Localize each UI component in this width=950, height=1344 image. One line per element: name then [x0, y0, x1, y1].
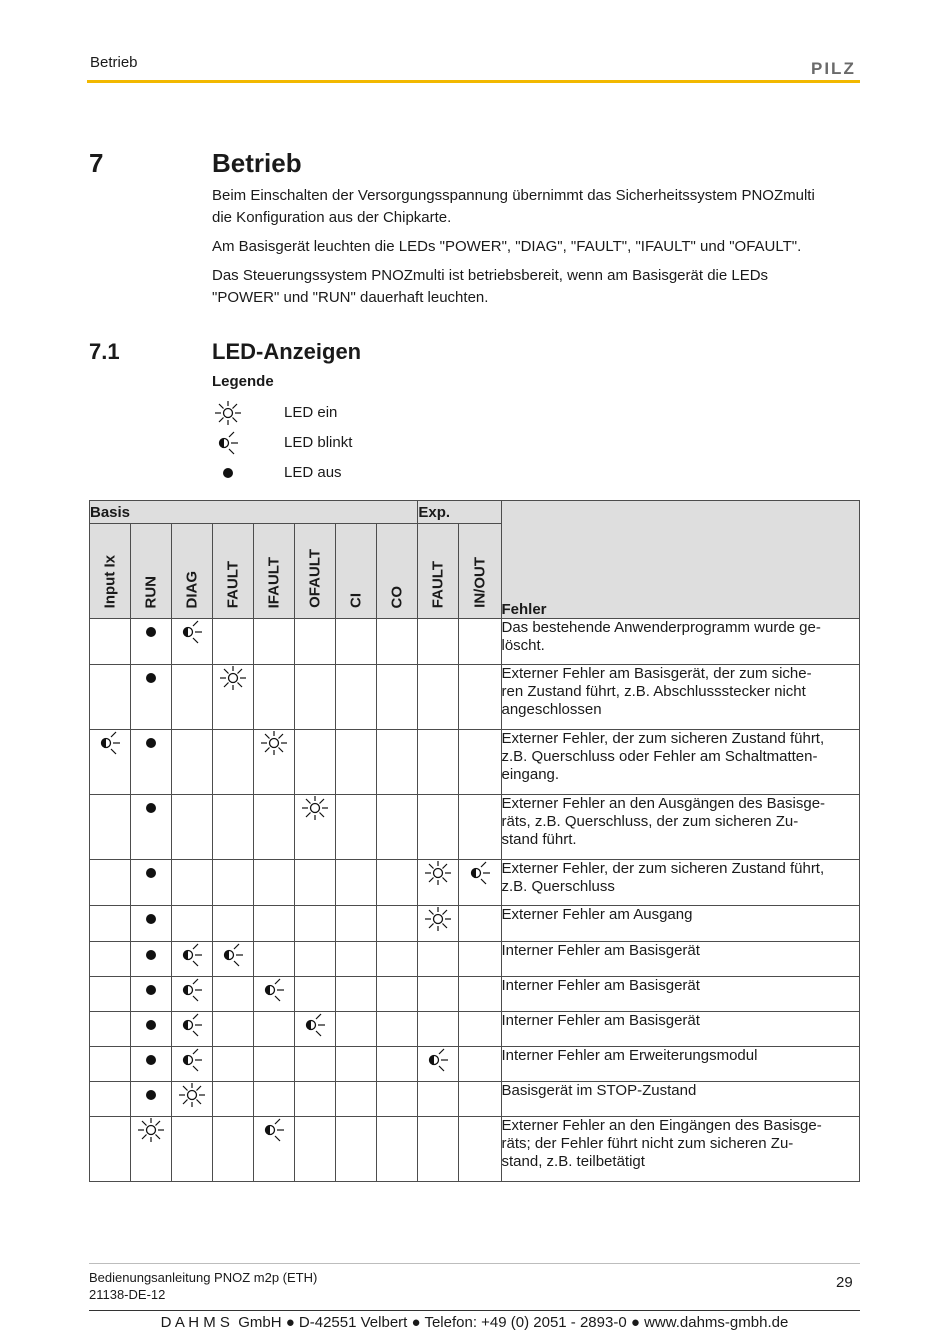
led-cell: [377, 906, 418, 942]
table-row: [90, 1012, 860, 1047]
legend-led-blink-label: LED blinkt: [284, 434, 353, 451]
col-header-exp-fault: [418, 524, 459, 619]
led-cell: [172, 942, 213, 977]
fehler-description: [501, 977, 860, 1012]
col-header-label: IFAULT: [265, 556, 283, 608]
led-cell: [254, 1012, 295, 1047]
led-cell: [418, 906, 459, 942]
pilz-logo: PILZ: [811, 59, 856, 78]
col-header-in-out: [459, 524, 501, 619]
led-cell: [213, 906, 254, 942]
led-cell: [377, 619, 418, 665]
led-off-icon: [135, 977, 167, 1003]
led-on-icon: [217, 665, 249, 691]
led-off-icon: [135, 942, 167, 968]
led-cell: [213, 1047, 254, 1082]
col-header-ifault: [254, 524, 295, 619]
led-cell: [418, 1047, 459, 1082]
legend-led-off-icon: [212, 460, 246, 488]
led-cell: [459, 942, 501, 977]
led-blink-icon: [464, 860, 496, 886]
fehler-description: [501, 795, 860, 860]
led-cell: [90, 977, 131, 1012]
description-line: Interner Fehler am Erweiterungsmodul: [501, 1047, 758, 1064]
col-header-label: FAULT: [429, 560, 447, 608]
led-cell: [131, 730, 172, 795]
led-cell: [254, 906, 295, 942]
led-cell: [90, 665, 131, 730]
table-row: [90, 860, 860, 906]
fehler-description: [501, 1047, 860, 1082]
paragraph-line: die Konfiguration aus der Chipkarte.: [212, 209, 452, 226]
description-line: räts; der Fehler führt nicht zum sicheren Zu-: [501, 1135, 794, 1152]
led-cell: [295, 619, 336, 665]
subsection-title: LED-Anzeigen: [212, 339, 362, 364]
led-cell: [336, 1012, 377, 1047]
led-blink-icon: [422, 1047, 454, 1073]
led-off-icon: [135, 665, 167, 691]
led-off-icon: [135, 1082, 167, 1108]
description-line: ren Zustand führt, z.B. Abschlussstecker nicht: [501, 683, 806, 700]
led-cell: [172, 795, 213, 860]
led-cell: [131, 977, 172, 1012]
description-line: räts, z.B. Querschluss, der zum sicheren Zu-: [501, 813, 799, 830]
table-row: [90, 730, 860, 795]
led-cell: [172, 860, 213, 906]
col-header-run: [131, 524, 172, 619]
table-row: [90, 942, 860, 977]
fehler-description: [501, 942, 860, 977]
header-rule: [87, 80, 860, 83]
fehler-description: [501, 619, 860, 665]
led-cell: [459, 1012, 501, 1047]
description-line: Externer Fehler, der zum sicheren Zustand führt,: [501, 860, 825, 877]
led-cell: [459, 906, 501, 942]
led-cell: [131, 1117, 172, 1182]
col-header-co: [377, 524, 418, 619]
led-cell: [90, 730, 131, 795]
table-row: [90, 619, 860, 665]
led-cell: [336, 619, 377, 665]
col-header-input-ix: [90, 524, 131, 619]
paragraph-line: Am Basisgerät leuchten die LEDs "POWER", "DIAG", "FAULT", "IFAULT" und "OFAULT".: [212, 238, 802, 255]
led-cell: [213, 730, 254, 795]
led-cell: [336, 1047, 377, 1082]
led-table-body: [90, 619, 860, 1182]
paragraph-line: Beim Einschalten der Versorgungsspannung übernimmt das Sicherheitssystem PNOZmulti: [212, 187, 815, 204]
led-cell: [459, 795, 501, 860]
led-cell: [295, 942, 336, 977]
led-cell: [172, 1047, 213, 1082]
led-cell: [377, 1012, 418, 1047]
led-on-icon: [135, 1117, 167, 1143]
led-on-icon: [299, 795, 331, 821]
legend-led-blink-icon: [212, 430, 246, 458]
led-cell: [377, 1047, 418, 1082]
led-cell: [377, 977, 418, 1012]
led-cell: [459, 730, 501, 795]
description-line: z.B. Querschluss: [501, 878, 615, 895]
led-cell: [254, 730, 295, 795]
led-blink-icon: [258, 977, 290, 1003]
led-cell: [418, 795, 459, 860]
description-line: Interner Fehler am Basisgerät: [501, 942, 700, 959]
led-cell: [418, 942, 459, 977]
led-cell: [295, 1047, 336, 1082]
col-header-ofault: [295, 524, 336, 619]
col-header-label: IN/OUT: [471, 557, 489, 608]
led-cell: [336, 860, 377, 906]
led-cell: [336, 730, 377, 795]
led-cell: [377, 860, 418, 906]
led-blink-icon: [94, 730, 126, 756]
led-cell: [213, 977, 254, 1012]
led-cell: [213, 1082, 254, 1117]
col-header-label: CI: [347, 593, 365, 608]
description-line: eingang.: [501, 766, 560, 783]
led-cell: [254, 1082, 295, 1117]
legend-title: Legende: [212, 373, 274, 390]
col-header-diag: [172, 524, 213, 619]
led-cell: [131, 906, 172, 942]
led-blink-icon: [299, 1012, 331, 1038]
led-cell: [418, 665, 459, 730]
led-cell: [295, 860, 336, 906]
led-cell: [459, 1047, 501, 1082]
led-cell: [172, 906, 213, 942]
led-cell: [418, 1117, 459, 1182]
col-header-label: OFAULT: [306, 549, 324, 608]
legend-led-on-label: LED ein: [284, 404, 338, 421]
led-cell: [295, 795, 336, 860]
led-cell: [172, 730, 213, 795]
section-number: 7: [89, 148, 104, 178]
led-blink-icon: [176, 619, 208, 645]
led-cell: [295, 1117, 336, 1182]
led-cell: [336, 665, 377, 730]
led-cell: [213, 665, 254, 730]
description-line: Externer Fehler am Ausgang: [501, 906, 693, 923]
col-header-ci: [336, 524, 377, 619]
led-cell: [459, 1117, 501, 1182]
col-header-fault: [213, 524, 254, 619]
led-cell: [418, 730, 459, 795]
section-title: Betrieb: [212, 148, 302, 178]
led-cell: [131, 619, 172, 665]
fehler-description: [501, 665, 860, 730]
col-header-label: DIAG: [183, 570, 201, 608]
led-cell: [213, 795, 254, 860]
fehler-description: [501, 860, 860, 906]
led-cell: [131, 1082, 172, 1117]
led-cell: [336, 1082, 377, 1117]
led-cell: [418, 1082, 459, 1117]
fehler-description: [501, 1012, 860, 1047]
led-blink-icon: [176, 977, 208, 1003]
led-on-icon: [422, 860, 454, 886]
description-line: Interner Fehler am Basisgerät: [501, 1012, 700, 1029]
description-line: Das bestehende Anwenderprogramm wurde ge-: [501, 619, 821, 636]
led-cell: [131, 795, 172, 860]
led-cell: [90, 942, 131, 977]
description-line: Externer Fehler an den Eingängen des Basisge-: [501, 1117, 822, 1134]
legend-led-on-icon: [212, 400, 246, 428]
led-cell: [295, 730, 336, 795]
led-cell: [254, 977, 295, 1012]
description-line: stand führt.: [501, 831, 577, 848]
led-cell: [295, 1012, 336, 1047]
led-cell: [213, 860, 254, 906]
description-line: z.B. Querschluss oder Fehler am Schaltmatten-: [501, 748, 818, 765]
led-off-icon: [135, 619, 167, 645]
description-line: Externer Fehler, der zum sicheren Zustand führt,: [501, 730, 825, 747]
fehler-description: [501, 1082, 860, 1117]
paragraph-2: [212, 236, 862, 258]
led-cell: [90, 1082, 131, 1117]
led-cell: [90, 619, 131, 665]
fehler-description: [501, 730, 860, 795]
led-cell: [377, 730, 418, 795]
group-basis-header: Basis: [90, 501, 418, 524]
description-line: stand, z.B. teilbetätigt: [501, 1153, 645, 1170]
paragraph-3: [212, 265, 862, 309]
led-cell: [377, 942, 418, 977]
fehler-header: Fehler: [501, 501, 860, 619]
led-cell: [377, 795, 418, 860]
led-blink-icon: [176, 1047, 208, 1073]
led-cell: [377, 1117, 418, 1182]
led-cell: [254, 619, 295, 665]
led-cell: [131, 1012, 172, 1047]
led-cell: [295, 906, 336, 942]
led-cell: [90, 906, 131, 942]
table-row: [90, 906, 860, 942]
led-table: [89, 500, 860, 1182]
led-blink-icon: [217, 942, 249, 968]
table-row: [90, 1047, 860, 1082]
led-cell: [295, 665, 336, 730]
description-line: Interner Fehler am Basisgerät: [501, 977, 700, 994]
led-cell: [213, 942, 254, 977]
led-cell: [295, 977, 336, 1012]
led-cell: [418, 1012, 459, 1047]
footer-doc-number: 21138-DE-12: [89, 1287, 166, 1302]
led-cell: [459, 665, 501, 730]
led-cell: [254, 1047, 295, 1082]
description-line: Basisgerät im STOP-Zustand: [501, 1082, 697, 1099]
table-row: [90, 977, 860, 1012]
led-blink-icon: [176, 1012, 208, 1038]
dahms-rule: [89, 1310, 860, 1311]
led-cell: [336, 1117, 377, 1182]
table-row: [90, 795, 860, 860]
led-cell: [254, 860, 295, 906]
led-cell: [90, 860, 131, 906]
led-cell: [295, 1082, 336, 1117]
led-cell: [418, 860, 459, 906]
col-header-label: Input Ix: [101, 554, 119, 608]
footer-manual-title: Bedienungsanleitung PNOZ m2p (ETH): [89, 1270, 318, 1285]
led-cell: [336, 906, 377, 942]
led-cell: [131, 665, 172, 730]
led-cell: [172, 665, 213, 730]
page-number: 29: [836, 1274, 853, 1291]
led-cell: [336, 795, 377, 860]
led-cell: [336, 942, 377, 977]
led-cell: [172, 1082, 213, 1117]
led-cell: [90, 1047, 131, 1082]
led-cell: [459, 977, 501, 1012]
table-row: [90, 1117, 860, 1182]
led-off-icon: [135, 1047, 167, 1073]
led-cell: [418, 977, 459, 1012]
led-off-icon: [135, 860, 167, 886]
col-header-label: RUN: [142, 575, 160, 608]
led-cell: [418, 619, 459, 665]
led-cell: [131, 860, 172, 906]
led-blink-icon: [258, 1117, 290, 1143]
description-line: Externer Fehler an den Ausgängen des Basisge-: [501, 795, 826, 812]
col-header-label: CO: [388, 585, 406, 608]
led-cell: [459, 1082, 501, 1117]
led-off-icon: [135, 730, 167, 756]
led-off-icon: [135, 906, 167, 932]
led-cell: [213, 1012, 254, 1047]
led-cell: [254, 795, 295, 860]
led-off-icon: [135, 795, 167, 821]
description-line: Externer Fehler am Basisgerät, der zum siche-: [501, 665, 812, 682]
led-cell: [172, 1012, 213, 1047]
led-cell: [90, 795, 131, 860]
description-line: angeschlossen: [501, 701, 602, 718]
fehler-description: [501, 1117, 860, 1182]
paragraph-line: Das Steuerungssystem PNOZmulti ist betriebsbereit, wenn am Basisgerät die LEDs: [212, 267, 769, 284]
fehler-description: [501, 906, 860, 942]
paragraph-1: [212, 185, 862, 229]
led-on-icon: [258, 730, 290, 756]
led-cell: [213, 619, 254, 665]
led-cell: [336, 977, 377, 1012]
led-cell: [254, 942, 295, 977]
led-cell: [172, 1117, 213, 1182]
led-cell: [90, 1117, 131, 1182]
table-row: [90, 665, 860, 730]
header-title: Betrieb: [90, 54, 138, 71]
led-blink-icon: [176, 942, 208, 968]
led-cell: [254, 1117, 295, 1182]
led-on-icon: [176, 1082, 208, 1108]
group-exp-header: Exp.: [418, 501, 501, 524]
paragraph-line: "POWER" und "RUN" dauerhaft leuchten.: [212, 289, 489, 306]
col-header-label: FAULT: [224, 560, 242, 608]
led-on-icon: [422, 906, 454, 932]
description-line: löscht.: [501, 637, 545, 654]
led-cell: [172, 619, 213, 665]
led-cell: [254, 665, 295, 730]
led-cell: [131, 942, 172, 977]
table-row: [90, 1082, 860, 1117]
footer-rule: [89, 1263, 860, 1264]
led-cell: [377, 1082, 418, 1117]
led-cell: [459, 860, 501, 906]
led-cell: [377, 665, 418, 730]
led-off-icon: [135, 1012, 167, 1038]
legend-led-off-label: LED aus: [284, 464, 342, 481]
dahms-footer: D A H M S GmbH ● D-42551 Velbert ● Telefon: +49 (0) 2051 - 2893-0 ● www.dahms-gmbh.de: [160, 1314, 789, 1331]
led-cell: [213, 1117, 254, 1182]
led-cell: [459, 619, 501, 665]
led-cell: [131, 1047, 172, 1082]
led-cell: [90, 1012, 131, 1047]
subsection-number: 7.1: [89, 339, 120, 364]
led-cell: [172, 977, 213, 1012]
